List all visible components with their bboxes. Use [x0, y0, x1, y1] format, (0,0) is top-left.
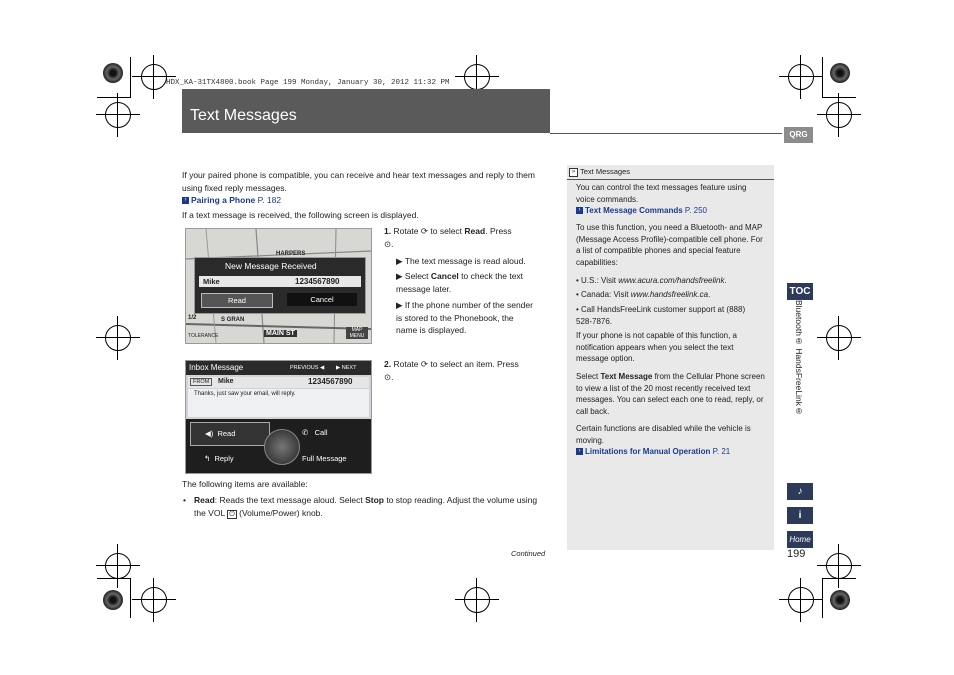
tolerance-label: TOLERANCE — [188, 333, 219, 339]
power-knob-icon: ⏻ — [229, 510, 235, 518]
info-icon[interactable]: i — [787, 507, 813, 524]
page-title: Text Messages — [190, 107, 297, 124]
sender-name: Mike — [203, 277, 220, 286]
sidebar-bullet-canada: • Canada: Visit www.handsfreelink.ca. — [576, 290, 711, 299]
from-number: 1234567890 — [308, 377, 353, 386]
call-button[interactable] — [296, 422, 366, 444]
speaker-icon: ◀) — [205, 429, 214, 438]
knob-press-icon: ⊙ — [384, 371, 392, 382]
call-label: Call — [314, 428, 328, 437]
scale-label: 1/2 — [188, 315, 197, 321]
crop-line — [822, 578, 823, 618]
step-1-bullet: ▶ If the phone number of the sender is stored to the Phonebook, the name is displayed. — [396, 300, 533, 335]
from-name: Mike — [218, 378, 234, 385]
dialog-title: New Message Received — [225, 261, 317, 271]
crop-line — [130, 578, 131, 618]
registration-swirl-bottom-right — [830, 590, 850, 610]
sidebar-p1: You can control the text messages feature using voice commands. › Text Message Commands P. 250 — [576, 183, 747, 215]
step-1-bullet: ▶ Select Cancel to check the text message later. — [396, 271, 524, 294]
street-label: MAIN ST — [266, 330, 295, 337]
inbox-message-screen — [185, 360, 372, 474]
reply-label: Reply — [214, 454, 234, 463]
reply-icon: ↰ — [204, 454, 211, 463]
sidebar-p5: Certain functions are disabled while the vehicle is moving. › Limitations for Manual Operation P. 21 — [576, 424, 751, 456]
limitations-link-page[interactable]: P. 21 — [712, 447, 731, 456]
step-1-bullet: ▶ The text message is read aloud. — [396, 256, 526, 266]
full-message-label: Full Message — [302, 454, 347, 463]
from-label: FROM — [190, 378, 212, 386]
registration-swirl-top-left — [103, 63, 123, 83]
registration-mark-bottom-right-2 — [826, 553, 852, 579]
registration-mark-bottom-left — [105, 553, 131, 579]
previous-button[interactable]: PREVIOUS ◀ — [290, 365, 325, 371]
full-message-button[interactable] — [296, 448, 368, 470]
street-label: S GRAN — [221, 317, 245, 323]
received-line: If a text message is received, the following screen is displayed. — [182, 210, 419, 220]
registration-mark-mid-right — [826, 325, 852, 351]
knob-rotate-icon: ⟳ — [420, 226, 429, 236]
new-message-dialog — [194, 257, 366, 314]
crop-line — [822, 57, 823, 97]
sidebar-p4: Select Text Message from the Cellular Phone screen to view a list of the 20 most recently received text messages. You can select each one to read, reply, or call back. — [576, 372, 765, 416]
registration-mark-top-right — [788, 64, 814, 90]
registration-mark-top-center — [464, 64, 490, 90]
voice-icon[interactable]: ♪ — [787, 483, 813, 500]
toc-tab[interactable]: TOC — [787, 283, 813, 300]
step-2: 2. Rotate ⟳ to select an item. Press ⊙. — [384, 359, 519, 382]
read-button[interactable] — [201, 293, 273, 308]
registration-mark-top-left-2 — [105, 102, 131, 128]
cancel-button[interactable] — [287, 293, 357, 306]
street-label: HARPERS — [276, 251, 306, 257]
sidebar-title: Text Messages — [580, 167, 631, 176]
following-line: The following items are available: — [182, 479, 308, 489]
sender-number: 1234567890 — [295, 277, 340, 286]
read-item: • Read: Reads the text message aloud. Select Stop to stop reading. Adjust the volume using the VOL ⏻ (Volume/Power) knob. — [183, 495, 538, 518]
sidebar-bullet-call: • Call HandsFreeLink customer support at (888) 528-7876. — [576, 305, 746, 326]
next-button[interactable]: ▶ NEXT — [336, 365, 357, 371]
registration-mark-bottom-center — [464, 587, 490, 613]
read-button[interactable] — [190, 422, 270, 446]
phone-icon: ✆ — [302, 428, 309, 437]
inbox-header-bar — [186, 361, 371, 375]
crop-line — [130, 57, 131, 97]
section-label: Bluetooth® HandsFreeLink® — [794, 300, 804, 416]
text-message-commands-link[interactable]: Text Message Commands — [585, 206, 683, 215]
sidebar-bullet-us: • U.S.: Visit www.acura.com/handsfreelink. — [576, 276, 727, 285]
limitations-link[interactable]: Limitations for Manual Operation — [585, 447, 711, 456]
registration-mark-bottom-right — [788, 587, 814, 613]
inbox-controls — [186, 419, 371, 473]
read-button-label: Read — [228, 296, 246, 305]
link-arrow-icon: › — [576, 448, 583, 455]
intro-paragraph: If your paired phone is compatible, you can receive and hear text messages and reply to them using fixed reply messages. › Pairing a Phone P. 182 — [182, 170, 535, 205]
note-icon: » — [569, 168, 578, 177]
crop-line — [97, 97, 131, 98]
reply-button[interactable] — [190, 448, 268, 470]
registration-mark-bottom-left-2 — [141, 587, 167, 613]
crop-line — [822, 578, 856, 579]
inbox-title: Inbox Message — [189, 363, 244, 372]
sidebar-header — [567, 165, 774, 180]
commands-link-page[interactable]: P. 250 — [684, 206, 708, 215]
sidebar-p2: To use this function, you need a Bluetooth- and MAP (Message Access Profile)-compatible cell phone. For a list of compatible phones and special feature capabilities: — [576, 223, 763, 267]
knob-rotate-icon: ⟳ — [420, 359, 429, 369]
crop-line — [97, 578, 131, 579]
title-rule — [550, 133, 782, 134]
registration-mark-mid-left — [105, 325, 131, 351]
map-menu-label[interactable]: MAP MENU — [346, 327, 368, 339]
cancel-button-label: Cancel — [310, 295, 334, 304]
pairing-link-page[interactable]: P. 182 — [257, 195, 282, 205]
knob-press-icon: ⊙ — [384, 238, 392, 249]
registration-swirl-bottom-left — [103, 590, 123, 610]
message-body — [188, 389, 369, 417]
print-header: HDX_KA-31TX4800.book Page 199 Monday, January 30, 2012 11:32 PM — [166, 79, 450, 87]
sidebar-p3: If your phone is not capable of this function, a notification appears when you select the text message option. — [576, 331, 737, 363]
page-number: 199 — [787, 548, 806, 560]
control-knob[interactable] — [264, 429, 300, 465]
read-label: Read — [217, 429, 236, 438]
pairing-link[interactable]: Pairing a Phone — [191, 195, 256, 205]
link-arrow-icon: › — [182, 197, 189, 204]
registration-mark-top-left — [141, 64, 167, 90]
new-message-screen — [185, 228, 372, 344]
continued-label: Continued — [511, 549, 546, 558]
from-row — [188, 377, 369, 388]
link-arrow-icon: › — [576, 207, 583, 214]
registration-mark-top-right-2 — [826, 102, 852, 128]
step-1: 1. Rotate ⟳ to select Read. Press ⊙. — [384, 226, 512, 249]
crop-line — [822, 97, 856, 98]
home-tab[interactable]: Home — [787, 531, 813, 548]
registration-swirl-top-right — [830, 63, 850, 83]
dialog-info-row — [199, 276, 361, 287]
qrg-tab[interactable]: QRG — [784, 127, 813, 143]
message-text: Thanks, just saw your email, will reply. — [194, 391, 296, 397]
